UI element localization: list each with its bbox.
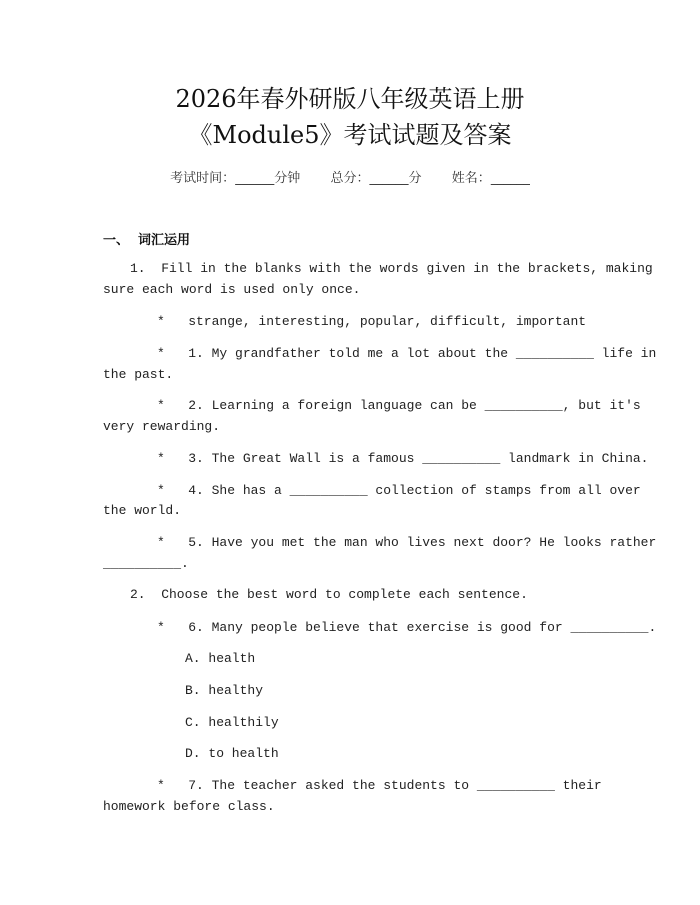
section-number: 一、 (103, 233, 130, 248)
sentence-4-line-1: * 4. She has a __________ collection of stamps from all over (157, 483, 641, 498)
option-b: B. healthy (185, 683, 264, 698)
sentence-1-line-2: the past. (103, 367, 174, 382)
exam-meta (0, 167, 700, 186)
page-title-line2: 《Module5》考试试题及答案 (188, 121, 512, 149)
section-title: 词汇运用 (138, 233, 191, 248)
time-blank: ______ (235, 171, 275, 186)
sentence-6: * 6. Many people believe that exercise is good for __________. (157, 620, 657, 635)
name-label: 姓名： (451, 171, 491, 186)
page-title-line1: 2026年春外研版八年级英语上册 (175, 85, 525, 113)
option-c: C. healthily (185, 715, 279, 730)
time-unit: 分钟 (274, 171, 301, 186)
score-label: 总分： (330, 171, 370, 186)
sentence-4-line-2: the world. (103, 503, 182, 518)
sentence-7-line-2: homework before class. (103, 799, 275, 814)
sentence-5-line-1: * 5. Have you met the man who lives next door? He looks rather (157, 535, 657, 550)
score-unit: 分 (408, 171, 422, 186)
sentence-2-line-1: * 2. Learning a foreign language can be __________, but it's (157, 398, 641, 413)
option-d: D. to health (185, 746, 279, 761)
section-heading (103, 229, 190, 248)
option-a: A. health (185, 651, 256, 666)
sentence-7-line-1: * 7. The teacher asked the students to __________ their (157, 778, 602, 793)
sentence-3: * 3. The Great Wall is a famous __________ landmark in China. (157, 451, 649, 466)
score-blank: ______ (369, 171, 409, 186)
word-bank: * strange, interesting, popular, difficult, important (157, 314, 587, 329)
sentence-1-line-1: * 1. My grandfather told me a lot about the __________ life in (157, 346, 657, 361)
question-1-line-2: sure each word is used only once. (103, 282, 361, 297)
sentence-5-line-2: __________. (103, 556, 189, 571)
time-label: 考试时间： (170, 171, 236, 186)
sentence-2-line-2: very rewarding. (103, 419, 221, 434)
name-blank: ______ (490, 171, 530, 186)
question-1-line-1: 1. Fill in the blanks with the words given in the brackets, making (130, 261, 653, 276)
question-2: 2. Choose the best word to complete each sentence. (130, 587, 528, 602)
